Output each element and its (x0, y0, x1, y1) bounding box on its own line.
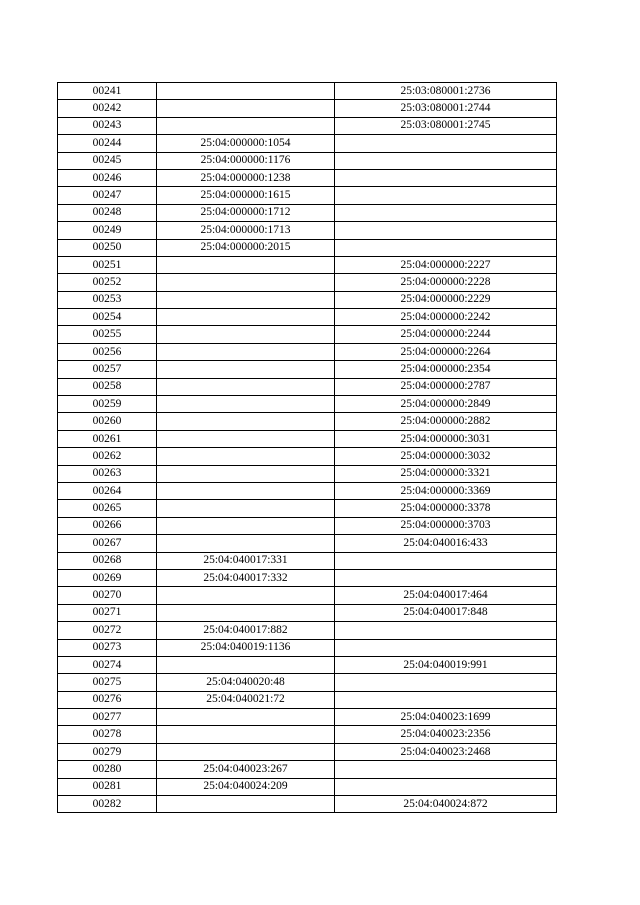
cadastral-number-cell-b (335, 622, 557, 639)
row-number-cell: 00279 (58, 743, 157, 760)
row-number-cell: 00250 (58, 239, 157, 256)
records-table (57, 82, 557, 813)
cadastral-number-cell-b (335, 204, 557, 221)
cadastral-number-cell-b (335, 135, 557, 152)
table-row (58, 83, 557, 100)
cadastral-number-cell-b (335, 187, 557, 204)
table-row (58, 326, 557, 343)
row-number-cell: 00252 (58, 274, 157, 291)
records-table-body (58, 83, 557, 813)
cadastral-number-cell-a (157, 743, 335, 760)
table-row (58, 378, 557, 395)
table-row (58, 482, 557, 499)
table-row (58, 726, 557, 743)
table-row (58, 622, 557, 639)
cadastral-number-cell-a (157, 656, 335, 673)
table-row (58, 500, 557, 517)
table-row (58, 796, 557, 813)
row-number-cell: 00248 (58, 204, 157, 221)
cadastral-number-cell-a (157, 726, 335, 743)
table-row (58, 239, 557, 256)
cadastral-number-cell-a (157, 274, 335, 291)
row-number-cell: 00255 (58, 326, 157, 343)
cadastral-number-cell-b: 25:04:040023:1699 (335, 709, 557, 726)
cadastral-number-cell-a (157, 309, 335, 326)
row-number-cell: 00269 (58, 569, 157, 586)
cadastral-number-cell-a: 25:04:000000:1615 (157, 187, 335, 204)
cadastral-number-cell-a (157, 796, 335, 813)
cadastral-number-cell-a (157, 482, 335, 499)
row-number-cell: 00259 (58, 396, 157, 413)
row-number-cell: 00261 (58, 430, 157, 447)
table-row (58, 709, 557, 726)
row-number-cell: 00280 (58, 761, 157, 778)
cadastral-number-cell-a: 25:04:040023:267 (157, 761, 335, 778)
row-number-cell: 00260 (58, 413, 157, 430)
row-number-cell: 00265 (58, 500, 157, 517)
cadastral-number-cell-a (157, 587, 335, 604)
cadastral-number-cell-b: 25:04:000000:2264 (335, 343, 557, 360)
cadastral-number-cell-a (157, 83, 335, 100)
cadastral-number-cell-a (157, 430, 335, 447)
cadastral-number-cell-b: 25:03:080001:2736 (335, 83, 557, 100)
row-number-cell: 00281 (58, 778, 157, 795)
cadastral-number-cell-a (157, 709, 335, 726)
cadastral-number-cell-a (157, 291, 335, 308)
row-number-cell: 00278 (58, 726, 157, 743)
cadastral-number-cell-a (157, 500, 335, 517)
cadastral-number-cell-a (157, 465, 335, 482)
cadastral-number-cell-a: 25:04:040019:1136 (157, 639, 335, 656)
table-row (58, 587, 557, 604)
row-number-cell: 00241 (58, 83, 157, 100)
cadastral-number-cell-b: 25:04:040023:2468 (335, 743, 557, 760)
cadastral-number-cell-b: 25:04:000000:2244 (335, 326, 557, 343)
row-number-cell: 00274 (58, 656, 157, 673)
table-row (58, 396, 557, 413)
cadastral-number-cell-a (157, 517, 335, 534)
cadastral-number-cell-b (335, 569, 557, 586)
cadastral-number-cell-b: 25:04:000000:2849 (335, 396, 557, 413)
table-row (58, 135, 557, 152)
row-number-cell: 00271 (58, 604, 157, 621)
table-row (58, 152, 557, 169)
table-row (58, 169, 557, 186)
table-row (58, 517, 557, 534)
cadastral-number-cell-a (157, 413, 335, 430)
cadastral-number-cell-b: 25:04:000000:2882 (335, 413, 557, 430)
cadastral-number-cell-a (157, 396, 335, 413)
cadastral-number-cell-a: 25:04:040020:48 (157, 674, 335, 691)
table-row (58, 187, 557, 204)
table-row (58, 413, 557, 430)
table-row (58, 448, 557, 465)
row-number-cell: 00264 (58, 482, 157, 499)
table-row (58, 361, 557, 378)
row-number-cell: 00256 (58, 343, 157, 360)
cadastral-number-cell-b (335, 239, 557, 256)
cadastral-number-cell-b: 25:04:000000:2787 (335, 378, 557, 395)
table-row (58, 691, 557, 708)
cadastral-number-cell-a (157, 117, 335, 134)
table-row (58, 465, 557, 482)
table-row (58, 639, 557, 656)
row-number-cell: 00249 (58, 222, 157, 239)
table-row (58, 656, 557, 673)
cadastral-number-cell-a: 25:04:000000:2015 (157, 239, 335, 256)
cadastral-number-cell-b: 25:04:000000:2242 (335, 309, 557, 326)
row-number-cell: 00254 (58, 309, 157, 326)
table-row (58, 256, 557, 273)
cadastral-number-cell-b (335, 169, 557, 186)
cadastral-number-cell-b: 25:04:040024:872 (335, 796, 557, 813)
table-row (58, 743, 557, 760)
table-row (58, 117, 557, 134)
cadastral-number-cell-a (157, 604, 335, 621)
cadastral-number-cell-a (157, 448, 335, 465)
cadastral-number-cell-a: 25:04:040017:331 (157, 552, 335, 569)
row-number-cell: 00270 (58, 587, 157, 604)
cadastral-number-cell-a: 25:04:000000:1176 (157, 152, 335, 169)
cadastral-number-cell-a: 25:04:040024:209 (157, 778, 335, 795)
cadastral-number-cell-a (157, 361, 335, 378)
row-number-cell: 00258 (58, 378, 157, 395)
cadastral-number-cell-a (157, 326, 335, 343)
cadastral-number-cell-b: 25:04:000000:2227 (335, 256, 557, 273)
cadastral-number-cell-b: 25:04:000000:3032 (335, 448, 557, 465)
cadastral-number-cell-a: 25:04:000000:1054 (157, 135, 335, 152)
row-number-cell: 00247 (58, 187, 157, 204)
cadastral-number-cell-b: 25:04:040016:433 (335, 535, 557, 552)
table-row (58, 309, 557, 326)
cadastral-number-cell-b: 25:04:000000:3703 (335, 517, 557, 534)
cadastral-number-cell-b: 25:04:000000:3321 (335, 465, 557, 482)
cadastral-number-cell-a (157, 535, 335, 552)
row-number-cell: 00267 (58, 535, 157, 552)
row-number-cell: 00266 (58, 517, 157, 534)
table-row (58, 204, 557, 221)
table-row (58, 291, 557, 308)
row-number-cell: 00272 (58, 622, 157, 639)
cadastral-number-cell-b (335, 639, 557, 656)
cadastral-number-cell-b (335, 691, 557, 708)
row-number-cell: 00257 (58, 361, 157, 378)
row-number-cell: 00282 (58, 796, 157, 813)
cadastral-number-cell-a: 25:04:040021:72 (157, 691, 335, 708)
row-number-cell: 00244 (58, 135, 157, 152)
row-number-cell: 00277 (58, 709, 157, 726)
cadastral-number-cell-a (157, 256, 335, 273)
cadastral-number-cell-a: 25:04:000000:1712 (157, 204, 335, 221)
table-row (58, 430, 557, 447)
cadastral-number-cell-a (157, 378, 335, 395)
cadastral-number-cell-b: 25:04:000000:3369 (335, 482, 557, 499)
row-number-cell: 00263 (58, 465, 157, 482)
cadastral-number-cell-b: 25:04:040023:2356 (335, 726, 557, 743)
row-number-cell: 00251 (58, 256, 157, 273)
cadastral-number-cell-b: 25:04:000000:3031 (335, 430, 557, 447)
table-row (58, 778, 557, 795)
row-number-cell: 00243 (58, 117, 157, 134)
table-row (58, 222, 557, 239)
cadastral-number-cell-b (335, 761, 557, 778)
row-number-cell: 00242 (58, 100, 157, 117)
cadastral-number-cell-b: 25:04:000000:3378 (335, 500, 557, 517)
table-row (58, 604, 557, 621)
cadastral-number-cell-b (335, 778, 557, 795)
table-row (58, 274, 557, 291)
table-row (58, 535, 557, 552)
table-row (58, 552, 557, 569)
cadastral-number-cell-b: 25:04:040017:464 (335, 587, 557, 604)
row-number-cell: 00246 (58, 169, 157, 186)
cadastral-number-cell-a: 25:04:000000:1713 (157, 222, 335, 239)
cadastral-number-cell-b: 25:04:040019:991 (335, 656, 557, 673)
row-number-cell: 00276 (58, 691, 157, 708)
cadastral-number-cell-b (335, 552, 557, 569)
table-row (58, 100, 557, 117)
cadastral-number-cell-b: 25:04:000000:2229 (335, 291, 557, 308)
cadastral-number-cell-b: 25:04:000000:2228 (335, 274, 557, 291)
cadastral-number-cell-a: 25:04:000000:1238 (157, 169, 335, 186)
cadastral-number-cell-a (157, 343, 335, 360)
cadastral-number-cell-b: 25:03:080001:2745 (335, 117, 557, 134)
table-row (58, 343, 557, 360)
cadastral-number-cell-a: 25:04:040017:332 (157, 569, 335, 586)
table-row (58, 569, 557, 586)
cadastral-number-cell-b: 25:04:000000:2354 (335, 361, 557, 378)
cadastral-number-cell-a (157, 100, 335, 117)
cadastral-number-cell-b (335, 222, 557, 239)
row-number-cell: 00253 (58, 291, 157, 308)
cadastral-number-cell-b (335, 674, 557, 691)
cadastral-number-cell-a: 25:04:040017:882 (157, 622, 335, 639)
row-number-cell: 00273 (58, 639, 157, 656)
cadastral-number-cell-b: 25:03:080001:2744 (335, 100, 557, 117)
row-number-cell: 00245 (58, 152, 157, 169)
cadastral-number-cell-b (335, 152, 557, 169)
table-row (58, 674, 557, 691)
row-number-cell: 00262 (58, 448, 157, 465)
row-number-cell: 00275 (58, 674, 157, 691)
row-number-cell: 00268 (58, 552, 157, 569)
cadastral-number-cell-b: 25:04:040017:848 (335, 604, 557, 621)
table-row (58, 761, 557, 778)
